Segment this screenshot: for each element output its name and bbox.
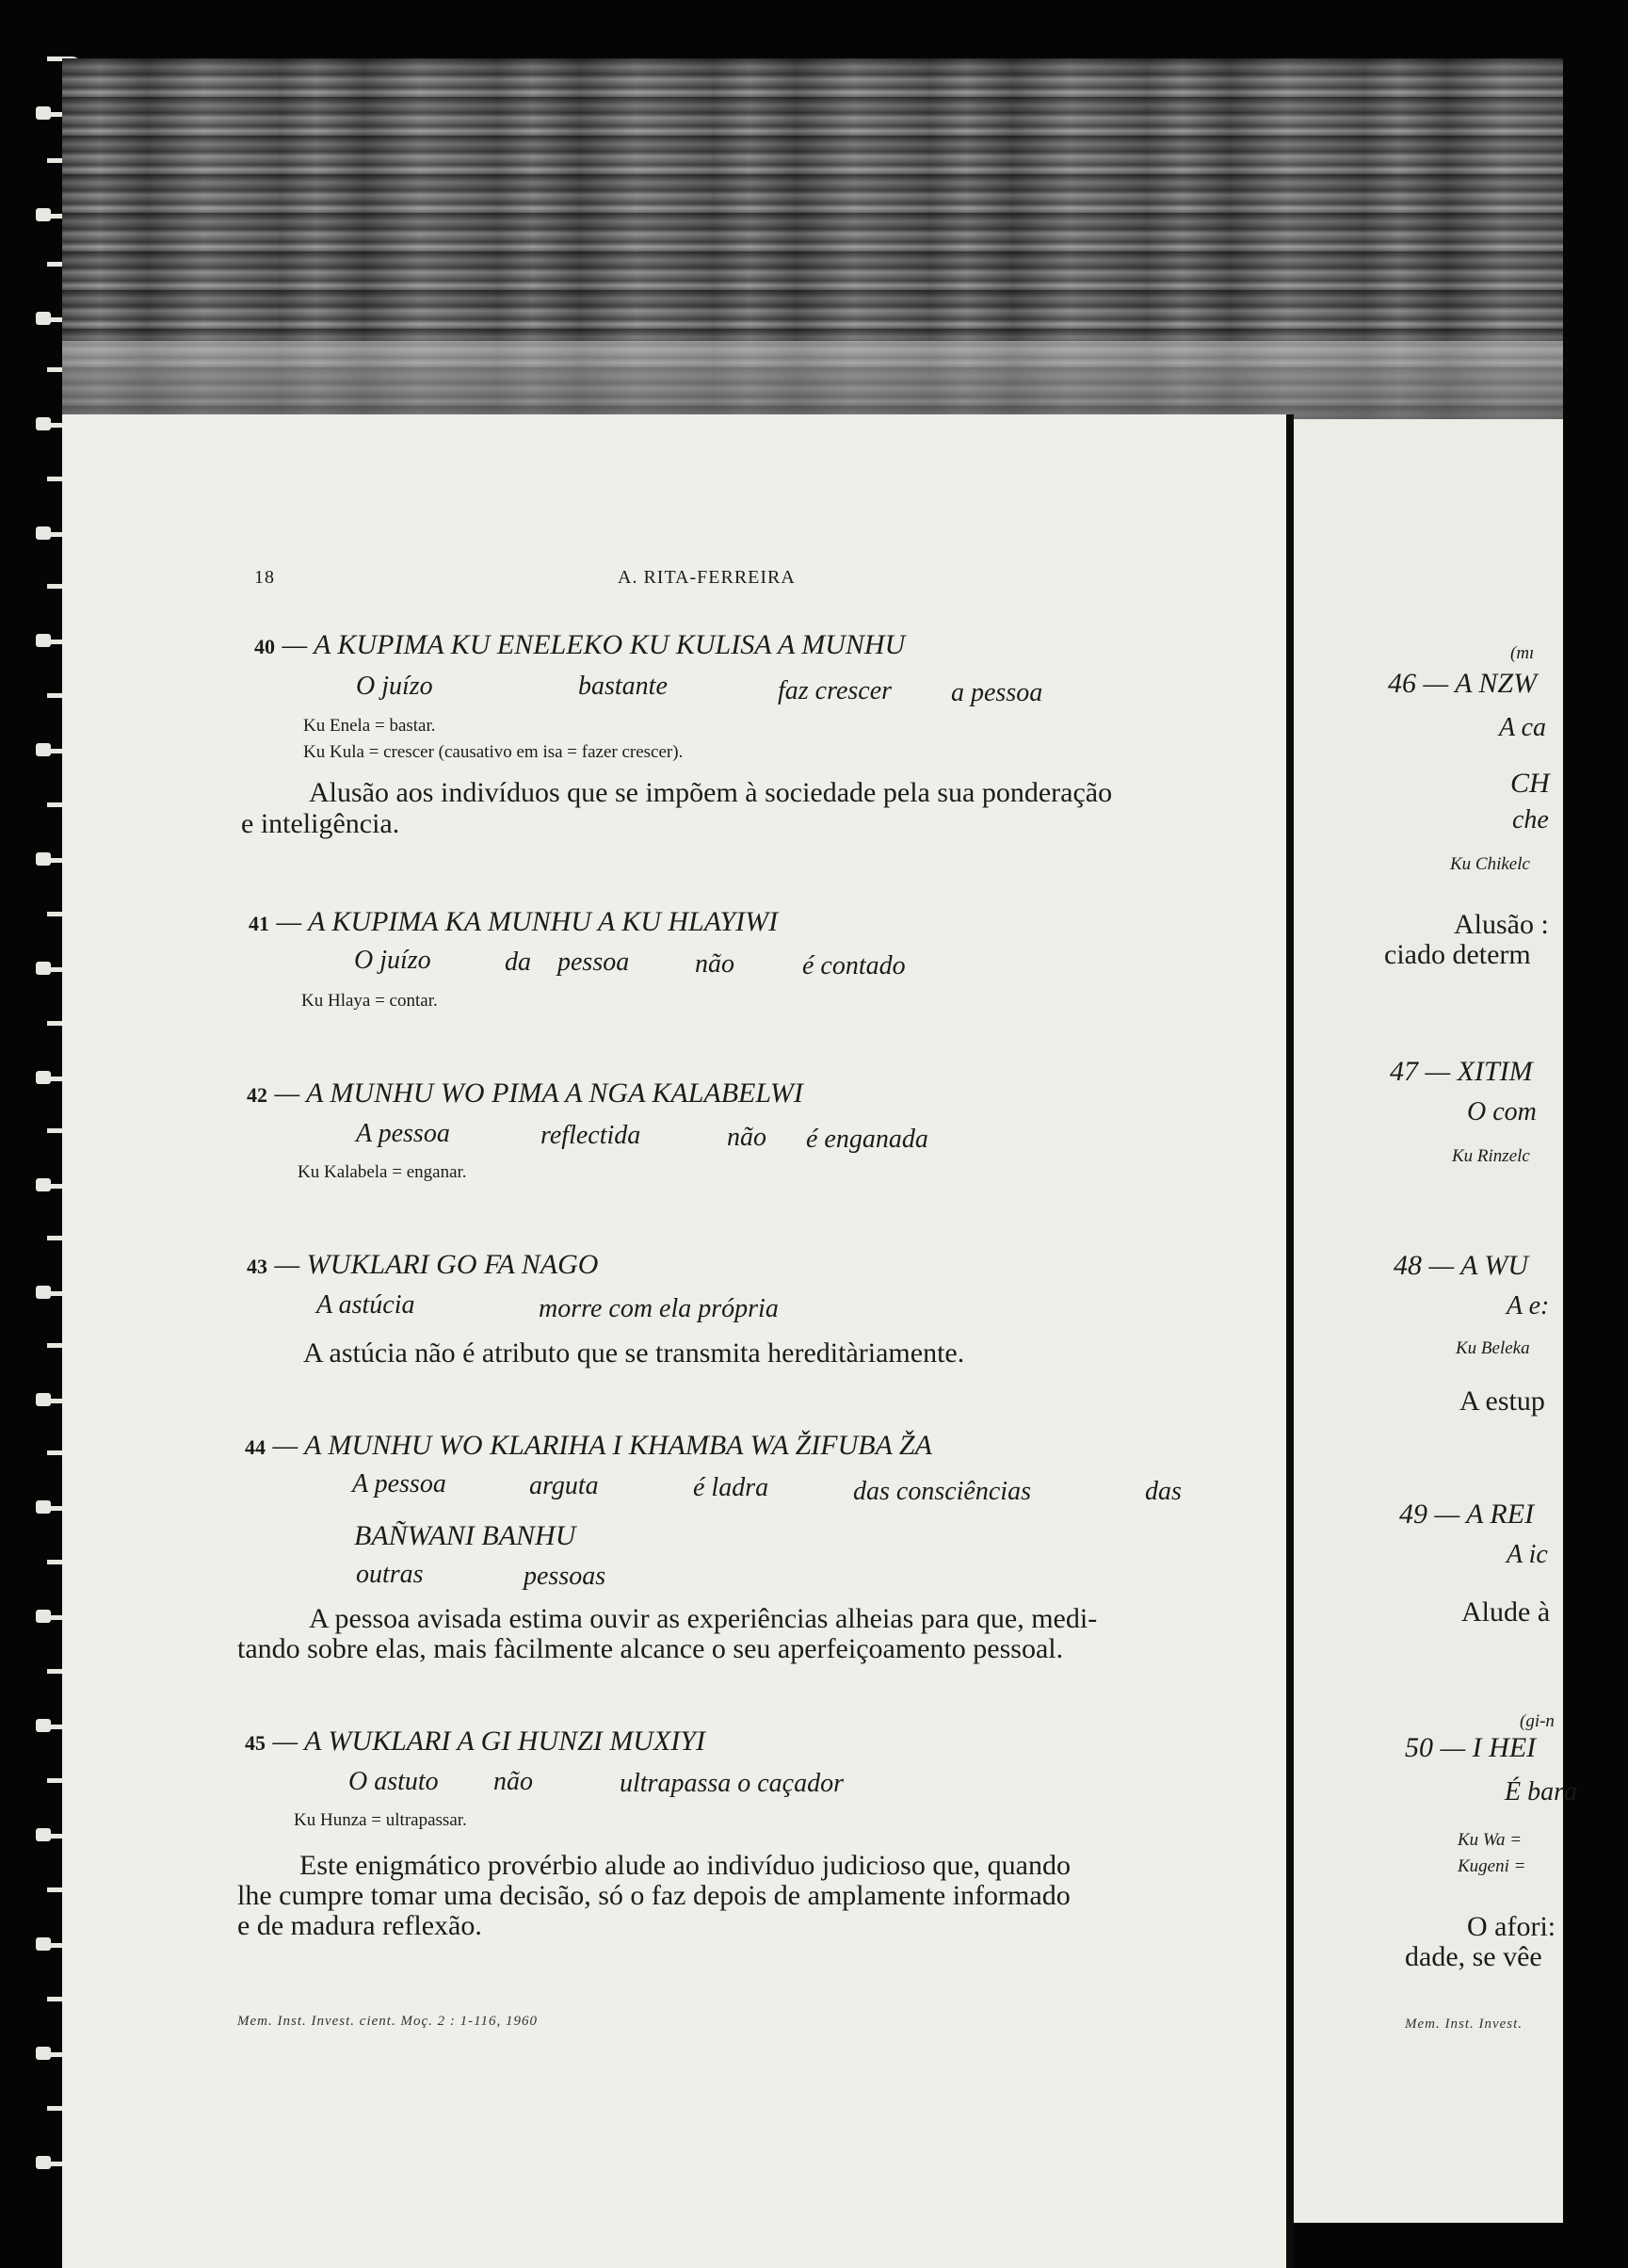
gloss-word: outras <box>356 1560 424 1589</box>
explanation-line: e inteligência. <box>241 808 400 839</box>
proverb-number: 41 <box>249 912 269 935</box>
right-line: Alude à <box>1461 1596 1551 1628</box>
proverb-number: 45 <box>245 1731 266 1755</box>
running-title: A. RITA-FERREIRA <box>618 567 796 588</box>
linguistic-note: Ku Hunza = ultrapassar. <box>294 1810 467 1830</box>
proverb-original-continued: BAÑWANI BANHU <box>354 1520 576 1551</box>
right-line: 49 — A REI <box>1399 1498 1535 1530</box>
explanation-line: lhe cumpre tomar uma decisão, só o faz depois de amplamente informado <box>237 1880 1071 1911</box>
gloss-word: O astuto <box>348 1767 439 1796</box>
explanation-line: A pessoa avisada estima ouvir as experiências alheias para que, medi- <box>309 1603 1098 1634</box>
gloss-word: não <box>695 949 734 979</box>
right-line: A e: <box>1507 1291 1550 1320</box>
right-line: che <box>1512 805 1549 834</box>
right-line: dade, se vêe <box>1405 1941 1542 1972</box>
explanation-line: tando sobre elas, mais fàcilmente alcance o seu aperfeiçoamento pessoal. <box>237 1633 1064 1664</box>
proverb-original: — A WUKLARI A GI HUNZI MUXIYI <box>272 1725 705 1757</box>
right-line: A ic <box>1507 1540 1548 1569</box>
proverb-number: 43 <box>247 1255 267 1278</box>
page-footer: Mem. Inst. Invest. cient. Moç. 2 : 1-116, 1960 <box>237 2014 538 2029</box>
proverb-number: 42 <box>247 1083 267 1107</box>
explanation-line: Alusão aos indivíduos que se impõem à sociedade pela sua ponderação <box>309 777 1113 808</box>
right-line: Ku Rinzelc <box>1452 1146 1530 1166</box>
proverb-44 <box>245 1430 932 1462</box>
proverb-42 <box>247 1077 803 1110</box>
right-line: 46 — A NZW <box>1388 668 1538 699</box>
proverb-number: 44 <box>245 1435 266 1459</box>
gloss-word: das consciências <box>853 1477 1031 1506</box>
proverb-43 <box>247 1249 598 1281</box>
gloss-word: da <box>505 948 531 977</box>
right-line: 50 — I HEI <box>1405 1732 1537 1763</box>
right-line: A ca <box>1499 713 1547 742</box>
proverb-original: — A KUPIMA KA MUNHU A KU HLAYIWI <box>276 906 779 937</box>
right-page <box>1294 419 1577 2223</box>
proverb-number: 40 <box>254 635 275 658</box>
gloss-word: pessoas <box>524 1562 606 1591</box>
gloss-word: morre com ela própria <box>539 1294 779 1323</box>
linguistic-note: Ku Kalabela = enganar. <box>298 1162 467 1182</box>
explanation-line: Este enigmático provérbio alude ao indivíduo judicioso que, quando <box>299 1850 1071 1881</box>
proverb-45 <box>245 1725 705 1758</box>
gloss-word: arguta <box>529 1471 599 1500</box>
gloss-word: O juízo <box>356 672 433 701</box>
right-line: Ku Wa = <box>1458 1830 1523 1850</box>
linguistic-note: Ku Kula = crescer (causativo em isa = fazer crescer). <box>303 742 684 762</box>
gloss-word: não <box>493 1767 533 1796</box>
right-line: Ku Beleka <box>1456 1338 1530 1358</box>
gloss-word: é enganada <box>806 1125 928 1154</box>
right-line: Ku Chikelc <box>1450 854 1530 874</box>
right-line: ciado determ <box>1384 939 1531 970</box>
right-line: 47 — XITIM <box>1390 1056 1533 1087</box>
linguistic-note: Ku Hlaya = contar. <box>301 991 438 1011</box>
gloss-word: é ladra <box>693 1473 769 1502</box>
gloss-word: reflectida <box>540 1121 641 1150</box>
right-line: O com <box>1467 1097 1537 1126</box>
proverb-41 <box>249 906 778 938</box>
linguistic-note: Ku Enela = bastar. <box>303 716 436 736</box>
gloss-word: pessoa <box>557 948 630 977</box>
gloss-word: ultrapassa o caçador <box>620 1769 844 1798</box>
gloss-word: é contado <box>802 951 906 980</box>
gloss-word: A pessoa <box>352 1469 446 1498</box>
proverb-40 <box>254 629 905 661</box>
scan-noise-band <box>62 58 1563 422</box>
gloss-word: bastante <box>578 672 668 701</box>
gloss-word: não <box>727 1123 766 1152</box>
right-line: A estup <box>1459 1385 1545 1417</box>
proverb-original: — WUKLARI GO FA NAGO <box>274 1249 599 1280</box>
left-page <box>62 414 1286 2268</box>
proverb-original: — A KUPIMA KU ENELEKO KU KULISA A MUNHU <box>282 629 906 660</box>
gloss-word: A astúcia <box>316 1290 415 1320</box>
right-line: (gi-n <box>1520 1711 1555 1731</box>
right-line: (mı <box>1510 643 1535 663</box>
right-line: O afori: <box>1467 1911 1556 1942</box>
right-line: CH <box>1510 768 1550 799</box>
gloss-word: faz crescer <box>778 676 893 705</box>
right-line: Kugeni = <box>1458 1856 1526 1876</box>
page-number: 18 <box>254 567 275 588</box>
right-line: 48 — A WU <box>1394 1250 1529 1281</box>
explanation-line: A astúcia não é atributo que se transmita hereditàriamente. <box>303 1337 965 1369</box>
proverb-original: — A MUNHU WO KLARIHA I KHAMBA WA ŽIFUBA ŽA <box>272 1430 932 1461</box>
explanation-line: e de madura reflexão. <box>237 1910 482 1941</box>
right-line: É bara <box>1505 1777 1577 1806</box>
right-page-footer: Mem. Inst. Invest. <box>1405 2017 1523 2032</box>
proverb-original: — A MUNHU WO PIMA A NGA KALABELWI <box>274 1077 803 1109</box>
gloss-word: a pessoa <box>951 678 1043 707</box>
right-line: Alusão : <box>1454 909 1549 940</box>
gloss-word: A pessoa <box>356 1119 450 1148</box>
gloss-word: O juízo <box>354 946 431 975</box>
gloss-word: das <box>1145 1477 1182 1506</box>
